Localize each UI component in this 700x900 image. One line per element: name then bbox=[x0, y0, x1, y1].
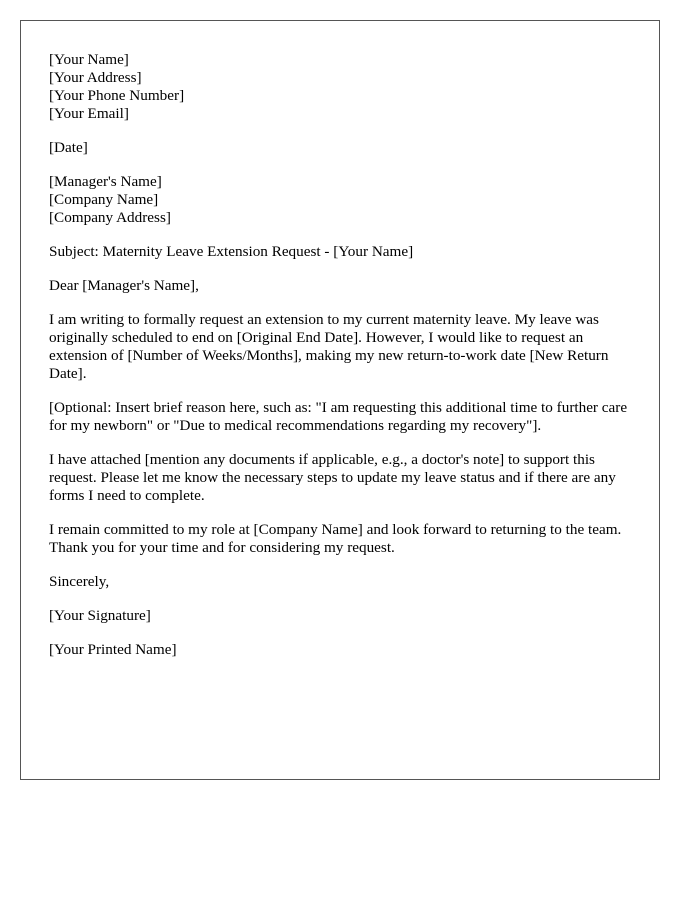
recipient-address: [Company Address] bbox=[49, 209, 171, 226]
printed-name: [Your Printed Name] bbox=[49, 641, 177, 658]
letter-date: [Date] bbox=[49, 139, 88, 156]
subject-line: Subject: Maternity Leave Extension Request - [Your Name] bbox=[49, 243, 414, 260]
recipient-company: [Company Name] bbox=[49, 191, 159, 208]
recipient-name: [Manager's Name] bbox=[49, 173, 162, 190]
signature: [Your Signature] bbox=[49, 607, 151, 624]
sender-phone: [Your Phone Number] bbox=[49, 87, 185, 104]
body-paragraph-3: I have attached [mention any documents if applicable, e.g., a doctor's note] to support this request. Please let me know the necessary steps to update my leave status and if there are any forms I need to complete. bbox=[49, 451, 616, 504]
date-block bbox=[49, 139, 631, 157]
body-paragraph-1: I am writing to formally request an extension to my current maternity leave. My leave was originally scheduled to end on [Original End Date]. However, I would like to request an extension of [Number of Weeks/Months], making my new return-to-work date [New Return Date]. bbox=[49, 311, 609, 382]
sender-email: [Your Email] bbox=[49, 105, 129, 122]
closing: Sincerely, bbox=[49, 573, 110, 590]
sender-block bbox=[49, 51, 631, 123]
recipient-block bbox=[49, 173, 631, 227]
sender-name: [Your Name] bbox=[49, 51, 129, 68]
letter-page bbox=[20, 20, 660, 780]
sender-address: [Your Address] bbox=[49, 69, 142, 86]
salutation: Dear [Manager's Name], bbox=[49, 277, 199, 294]
body-paragraph-4: I remain committed to my role at [Company Name] and look forward to returning to the team. Thank you for your time and for considering my request. bbox=[49, 521, 622, 556]
body-paragraph-2: [Optional: Insert brief reason here, such as: "I am requesting this additional time to further care for my newborn" or "Due to medical recommendations regarding my recovery"]. bbox=[49, 399, 628, 434]
